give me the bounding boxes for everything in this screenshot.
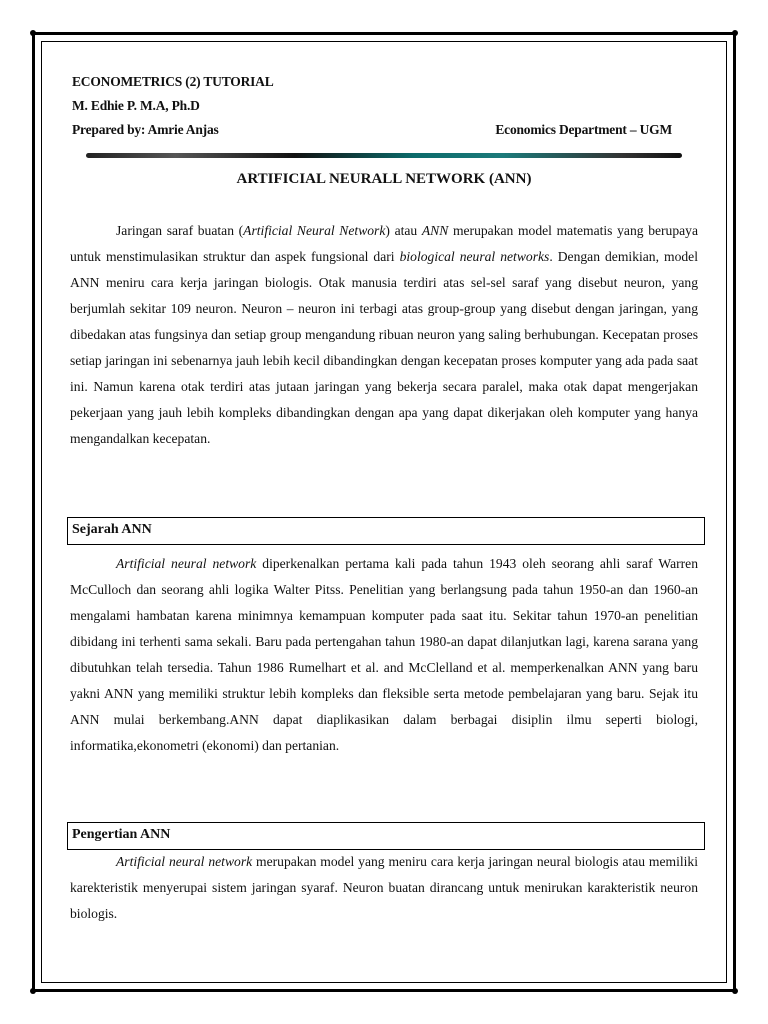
document-header bbox=[72, 70, 672, 142]
corner-ornament bbox=[30, 30, 36, 36]
course-title: ECONOMETRICS (2) TUTORIAL bbox=[72, 74, 274, 89]
pengertian-paragraph: Artificial neural network merupakan model yang meniru cara kerja jaringan neural biologis atau memiliki karekteristik menyerupai sistem jaringan syaraf. Neuron buatan dirancang untuk menirukan karakteristik neuron biologis. bbox=[70, 854, 698, 921]
section-heading-pengertian: Pengertian ANN bbox=[67, 822, 705, 850]
corner-ornament bbox=[732, 988, 738, 994]
section-heading-sejarah: Sejarah ANN bbox=[67, 517, 705, 545]
document-title: ARTIFICIAL NEURALL NETWORK (ANN) bbox=[236, 171, 532, 187]
intro-paragraph: Jaringan saraf buatan (Artificial Neural Network) atau ANN merupakan model matematis yang berupaya untuk menstimulasikan struktur dan aspek fungsional dari biological neural networks. Dengan demikian, model ANN meniru cara kerja jaringan biologis. Otak manusia terdiri atas sel-sel saraf yang disebut neuron, yang berjumlah sekitar 109 neuron. Neuron – neuron ini terbagi atas group-group yang disebut dengan jaringan, yang dibedakan atas fungsinya dan setiap group mengandung ribuan neuron yang saling berhubungan. Kecepatan proses setiap jaringan ini sebenarnya jauh lebih kecil dibandingkan dengan kecepatan proses komputer yang ada pada saat ini. Namun karena otak terdiri atas jutaan jaringan yang bekerja secara paralel, maka otak dapat mengerjakan pekerjaan yang jauh lebih kompleks dibandingkan dengan apa yang dapat dikerjakan oleh komputer yang hanya mengandalkan kecepatan. bbox=[70, 223, 699, 446]
prepared-by: Prepared by: Amrie Anjas bbox=[72, 122, 219, 137]
sejarah-paragraph: Artificial neural network diperkenalkan pertama kali pada tahun 1943 oleh seorang ahli saraf Warren McCulloch dan seorang ahli logika Walter Pitss. Penelitian yang berlangsung pada tahun 1950-an dan 1960-an mengalami hambatan karena minimnya kemampuan komputer pada saat itu. Sekitar tahun 1970-an penelitian dibidang ini terhenti sama sekali. Baru pada pertengahan tahun 1980-an dapat dilanjutkan lagi, karena sarana yang dibutuhkan telah tersedia. Tahun 1986 Rumelhart et al. and McClelland et al. memperkenalkan ANN yang baru yakni ANN yang memiliki struktur lebih kompleks dan fleksible serta metode pembelajaran yang baru. Sejak itu ANN mulai berkembang.ANN dapat diaplikasikan dalam berbagai disiplin ilmu seperti biologi, informatika,ekonometri (ekonomi) dan pertanian. bbox=[70, 556, 699, 753]
department: Economics Department – UGM bbox=[495, 122, 672, 137]
corner-ornament bbox=[30, 988, 36, 994]
corner-ornament bbox=[732, 30, 738, 36]
header-divider bbox=[86, 153, 682, 158]
lecturer-name: M. Edhie P. M.A, Ph.D bbox=[72, 98, 200, 113]
